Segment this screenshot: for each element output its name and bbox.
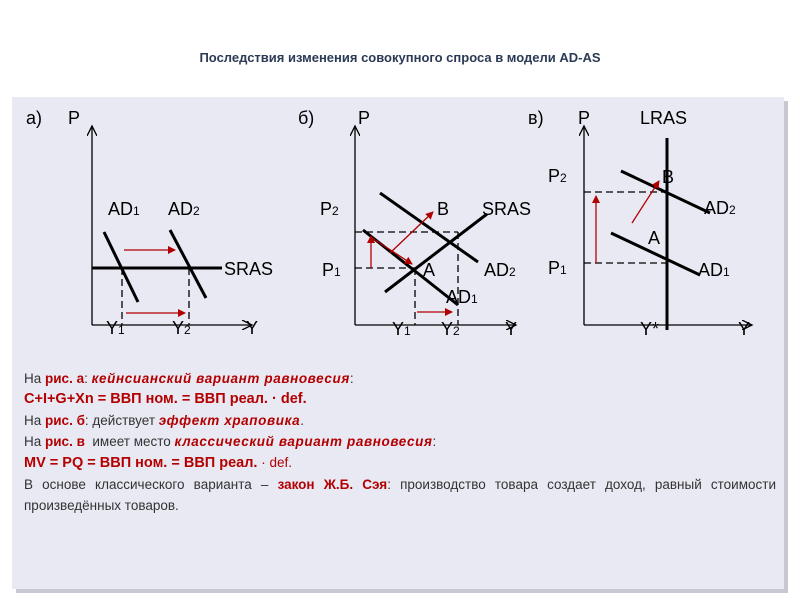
sras-label-a: SRAS xyxy=(224,259,274,279)
graph-a xyxy=(26,108,273,338)
price-axis-label-b: P xyxy=(358,108,371,128)
ad2-curve-a xyxy=(170,230,206,298)
note-line-b: На рис. б: действует эффект храповика. xyxy=(24,413,305,428)
output-axis-label-a: Y xyxy=(246,318,259,338)
ad1-label-b: AD1 xyxy=(446,287,478,307)
p2-label-c: P2 xyxy=(548,166,567,186)
graph-c xyxy=(528,108,752,339)
ad2-label-c: AD2 xyxy=(704,198,736,218)
panel-label-b: б) xyxy=(298,108,315,128)
graph-b xyxy=(298,108,531,339)
p1-label-b: P1 xyxy=(322,260,341,280)
ad2-label-b: AD2 xyxy=(484,260,516,280)
p1-label-c: P1 xyxy=(548,258,567,278)
point-b-label-c: B xyxy=(662,167,675,187)
y2-label-a: Y2 xyxy=(172,318,191,338)
formula-keynesian: C+I+G+Xn = ВВП ном. = ВВП реал. · def. xyxy=(24,391,307,407)
y2-label-b: Y2 xyxy=(441,319,460,339)
note-line-c: На рис. в имеет место классический вариант равновесия: xyxy=(24,434,437,449)
note-say-law: В основе классического варианта – закон Ж.Б. Сэя: производство товара создает доход, равный стоимости произведённых товаров. xyxy=(24,477,776,513)
point-a-label-b: A xyxy=(423,260,436,280)
point-b-label-b: B xyxy=(437,199,450,219)
output-axis-label-b: Y xyxy=(505,319,518,339)
point-a-label-c: A xyxy=(648,228,661,248)
panel-label-a: а) xyxy=(26,108,43,128)
sras-label-b: SRAS xyxy=(482,199,532,219)
y1-label-b: Y1 xyxy=(392,319,411,339)
output-axis-label-c: Y xyxy=(738,319,751,339)
lras-label-c: LRAS xyxy=(640,108,688,128)
panel-label-c: в) xyxy=(528,108,544,128)
ad2-label-a: AD2 xyxy=(168,199,200,219)
y1-label-a: Y1 xyxy=(106,318,125,338)
formula-classical: MV = PQ = ВВП ном. = ВВП реал. · def. xyxy=(24,455,292,471)
price-axis-label-c: P xyxy=(578,108,591,128)
demand-shift-arrow-c xyxy=(632,181,659,223)
price-axis-label-a: P xyxy=(68,108,81,128)
ad2-curve-b xyxy=(380,193,478,262)
sras-curve-b xyxy=(385,214,487,292)
explanation-notes xyxy=(24,368,776,516)
y-star-label-c: Y* xyxy=(640,319,660,339)
return-arrow-b xyxy=(372,238,412,264)
slide-title: Последствия изменения совокупного спроса в модели AD-AS xyxy=(199,50,601,65)
p2-label-b: P2 xyxy=(320,199,339,219)
ad1-label-a: AD1 xyxy=(108,199,140,219)
note-line-a: На рис. а: кейнсианский вариант равновесия: xyxy=(24,371,354,386)
ad1-label-c: AD1 xyxy=(698,260,730,280)
